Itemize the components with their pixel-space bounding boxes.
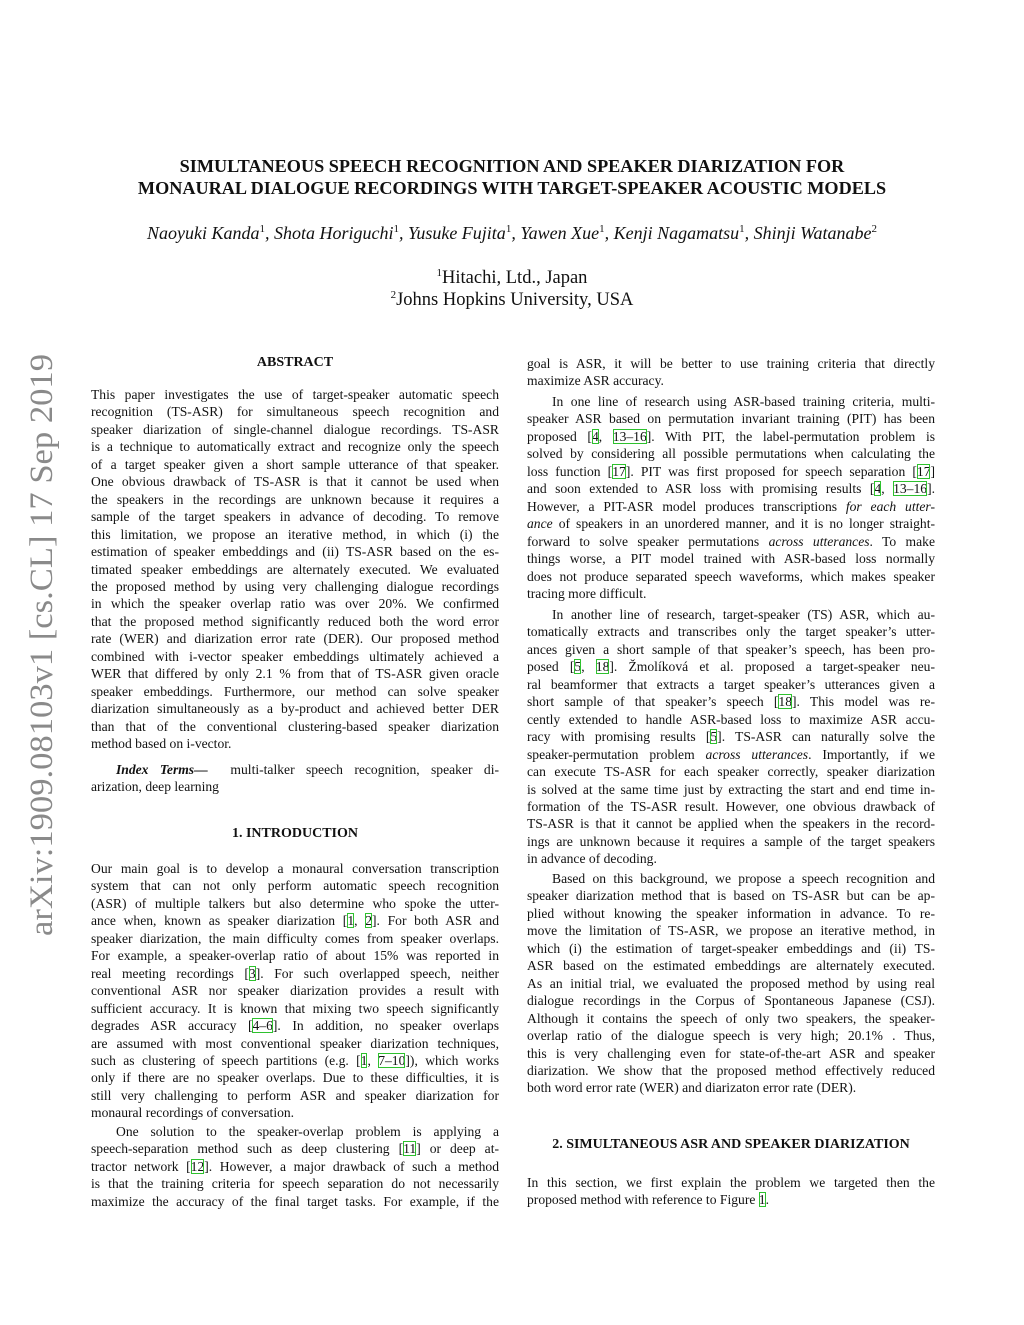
text-line: plied without knowing the speaker information in advance. To re- [527, 905, 935, 921]
affiliation-name: Hitachi, Ltd., Japan [442, 268, 588, 288]
text-line: in advance of decoding. [527, 851, 657, 867]
text-line: ings are unknown because it requires a sample of the target speakers [527, 833, 935, 849]
text-line: tractor network [12]. However, a major drawback of such a method [91, 1158, 499, 1174]
text-line: arization, deep learning [91, 779, 219, 795]
citation-link[interactable]: 5 [574, 659, 582, 675]
text-line: speaker diarization, the main difficulty comes from speaker overlaps. [91, 930, 499, 946]
text-line: sufficient accuracy. It is known that mixing two speech significantly [91, 1000, 499, 1016]
text-line: For example, a speaker-overlap ratio of about 15% was reported in [91, 948, 499, 964]
text-line: are assumed with most conventional speaker diarization techniques, [91, 1035, 499, 1051]
emphasis: across utterances [705, 746, 809, 762]
affiliation-2 [0, 289, 1024, 311]
text-line: speaker ASR based on permutation invariant training (PIT) has been [527, 411, 935, 427]
text-line: racy with promising results [5]. TS-ASR can naturally solve the [527, 729, 935, 745]
author-affiliation-mark: 1 [259, 223, 265, 235]
emphasis: ance [527, 516, 553, 532]
affiliation-number: 1 [436, 266, 443, 279]
text-line: In this section, we first explain the problem we targeted then the [527, 1175, 935, 1190]
author-affiliation-mark: 2 [871, 223, 878, 235]
index-terms-label: Index Terms— [116, 762, 208, 777]
citation-link[interactable]: 4 [874, 481, 882, 497]
citation-link[interactable]: 13–16 [612, 428, 647, 444]
text-line: cently extended to handle ASR-based loss to maximize ASR accu- [527, 711, 935, 727]
text-line: ance of speakers in an unordered manner, and it is no longer straight- [527, 516, 935, 532]
text-line: combined with i-vector speaker embeddings ultimately achieved a [91, 648, 499, 664]
emphasis: for each utter- [845, 498, 935, 514]
text-line: WER that differed by only 2.1 % from that of TS-ASR given oracle [91, 666, 499, 682]
text-line: tracing more difficult. [527, 585, 647, 601]
author-name: Yusuke Fujita [407, 223, 506, 243]
text-line: Index Terms— multi-talker speech recognition, speaker di- [116, 762, 499, 777]
text-line: tomatically extracts and transcribes only the target speaker’s utter- [527, 624, 935, 640]
citation-link[interactable]: 13–16 [893, 481, 928, 497]
text-line: speaker-permutation problem across utterances. Importantly, if we [527, 746, 935, 762]
text-line: is a technique to automatically extract and recognize only the speech [91, 439, 499, 455]
text-line: proposed [4, 13–16]. With PIT, the label-permutation problem is [527, 428, 936, 444]
author-name: Shota Horiguchi [273, 223, 394, 243]
text-line: speaker embeddings. Furthermore, our method can solve speaker [91, 683, 499, 699]
text-line: monaural recordings of conversation. [91, 1105, 295, 1121]
text-line: formation of the TS-ASR result. However, one obvious drawback of [527, 798, 935, 814]
text-line: both word error rate (WER) and diarizaton error rate (DER). [527, 1080, 857, 1096]
text-line: maximize ASR accuracy. [527, 373, 664, 389]
text-line: such as clustering of speech partitions (e.g. [1, 7–10]), which works [91, 1052, 499, 1068]
text-line: As an initial trial, we evaluated the proposed method by using real [527, 975, 935, 991]
text-line: can execute TS-ASR for each speaker correctly, speaker diarization [527, 764, 935, 780]
text-line: dialogue recordings in the Corpus of Spontaneous Japanese (CSJ). [527, 993, 935, 1009]
citation-link[interactable]: 17 [916, 463, 931, 479]
text-line: degrades ASR accuracy [4–6]. In addition, no speaker overlaps [91, 1018, 499, 1034]
text-line: ral beamformer that extracts a target speaker’s utterances given a [527, 676, 935, 692]
text-line: proposed method with reference to Figure 1. [527, 1192, 769, 1208]
text-line: ances given a short sample of that speaker’s speech, has been pro- [527, 641, 935, 657]
affiliation-1 [0, 267, 1024, 289]
text-line: timated speaker embeddings are alternately executed. We evaluated [91, 561, 499, 577]
text-line: short sample of that speaker’s speech [18]. This model was re- [527, 694, 935, 710]
citation-link[interactable]: 4 [591, 428, 599, 444]
text-line: system that can not only perform automatic speech recognition [91, 878, 499, 894]
text-line: and soon extended to ASR loss with promising results [4, 13–16]. [527, 481, 935, 497]
text-line: goal is ASR, it will be better to use training criteria that directly [527, 356, 935, 371]
emphasis: across utterances [768, 533, 870, 549]
citation-link[interactable]: 2 [365, 913, 372, 929]
text-line: rate (WER) and diarization error rate (DER). Our proposed method [91, 631, 499, 647]
author-affiliation-mark: 1 [739, 223, 745, 235]
citation-link[interactable]: 3 [248, 965, 256, 981]
text-line: still very challenging to perform ASR and speaker diarization for [91, 1087, 499, 1103]
author-affiliation-mark: 1 [505, 223, 512, 235]
text-line: posed [5, 18]. Žmolíková et al. proposed a target-speaker neu- [527, 659, 935, 675]
text-line: of a target speaker given a short sample utterance of that speaker. [91, 456, 499, 472]
affiliation-name: Johns Hopkins University, USA [396, 290, 634, 310]
citation-link[interactable]: 17 [612, 463, 626, 479]
citation-link[interactable]: 18 [595, 659, 610, 675]
text-line: speaker diarization of single-channel dialogue recordings. TS-ASR [91, 421, 499, 437]
citation-link[interactable]: 12 [190, 1158, 205, 1174]
text-line: maximize the accuracy of the final target tasks. For example, if the [91, 1193, 499, 1209]
text-line: TS-ASR is that it cannot be applied when the speakers in the record- [527, 816, 935, 832]
text-line: loss function [17]. PIT was first proposed for speech separation [17] [527, 463, 936, 479]
text-line: solved by considering all possible permutations when calculating the [527, 446, 935, 462]
text-line: sample of the target speakers in advance of decoding. To remove [91, 509, 499, 525]
citation-link[interactable]: 1 [360, 1052, 368, 1068]
paper-title-line-2: MONAURAL DIALOGUE RECORDINGS WITH TARGET-SPEAKER ACOUSTIC MODELS [137, 178, 887, 198]
affiliation-number: 2 [390, 288, 397, 301]
arxiv-identifier-sidebar [18, 352, 62, 940]
author-list: Naoyuki Kanda$^1$, Shota Horiguchi$^1$, Yusuke Fujita$^1$, Yawen Xue$^1$, Kenji Nagamatsu$^1$, Shinji Watanabe$^2$ [146, 223, 878, 243]
section-2-heading: 2. SIMULTANEOUS ASR AND SPEAKER DIARIZATION [552, 1137, 910, 1152]
text-line: diarization simultaneously as a by-product and achieved better DER [91, 701, 499, 717]
text-line: speaker diarization method that is based on TS-ASR but can be ap- [527, 888, 935, 904]
citation-link[interactable]: 7–10 [378, 1052, 406, 1068]
citation-link[interactable]: 4–6 [252, 1018, 273, 1034]
text-line: that the proposed method significantly reduced both the word error [91, 613, 499, 629]
text-line: in which the speaker overlap ratio was over 20%. We confirmed [91, 596, 499, 612]
arxiv-id: arXiv:1909.08103v1 [cs.CL] 17 Sep 2019 [24, 380, 60, 936]
author-affiliation-mark: 1 [393, 223, 399, 235]
text-line: only if there are no speaker overlaps. Due to these difficulties, it is [91, 1070, 499, 1086]
text-line: is solved at the same time just by extracting the start and end time in- [527, 781, 935, 797]
author-affiliation-mark: 1 [599, 223, 605, 235]
text-line: recognition (TS-ASR) for simultaneous speech recognition and [91, 404, 499, 420]
text-line: Our main goal is to develop a monaural conversation transcription [91, 861, 499, 876]
text-line: ance when, known as speaker diarization [1, 2]. For both ASR and [91, 913, 499, 929]
text-line: This paper investigates the use of target-speaker automatic speech [91, 387, 499, 402]
text-line: the speakers in the recordings are unknown because it requires a [91, 491, 499, 507]
author-name: Kenji Nagamatsu [613, 223, 740, 243]
text-line: does not produce separated speech waveforms, which makes speaker [527, 568, 935, 584]
text-line: Based on this background, we propose a speech recognition and [552, 871, 935, 886]
abstract-heading: ABSTRACT [256, 355, 334, 370]
text-line: speech-separation method such as deep clustering [11] or deep at- [91, 1141, 499, 1157]
text-line: In another line of research, target-speaker (TS) ASR, which au- [552, 607, 935, 622]
text-line: is that the training criteria for speech separation do not necessarily [91, 1176, 499, 1192]
text-line: Although it contains the speech of only two speakers, the speaker- [527, 1010, 935, 1026]
text-line: than that of the conventional clustering-based speaker diarization [91, 718, 499, 734]
text-line: (ASR) of multiple talkers but also determine who spoke the utter- [91, 895, 499, 911]
citation-link[interactable]: 1 [347, 913, 355, 929]
text-line: One solution to the speaker-overlap problem is applying a [116, 1124, 499, 1139]
citation-link[interactable]: 11 [403, 1141, 417, 1157]
author-name: Yawen Xue [520, 223, 600, 243]
text-line: One obvious drawback of TS-ASR is that it cannot be used when [91, 474, 499, 490]
text-line: method based on i-vector. [91, 736, 232, 751]
text-line: this limitation, we propose an iterative method, in which (i) the [91, 526, 499, 542]
text-line: this is very challenging even for state-of-the-art ASR and speaker [527, 1045, 935, 1061]
text-line: forward to solve speaker permutations across utterances. To make [527, 533, 935, 549]
text-line: the proposed method by using very challenging dialogue recordings [91, 578, 499, 594]
text-line: move the limitation of TS-ASR, we propose an iterative method, in [527, 923, 935, 939]
introduction-heading: 1. INTRODUCTION [231, 826, 358, 841]
text-line: ASR based on the estimated embeddings are alternately executed. [527, 958, 935, 974]
citation-link[interactable]: 5 [710, 729, 718, 745]
text-line: things worse, a PIT model trained with ASR-based loss normally [527, 551, 935, 567]
text-line: However, a PIT-ASR model produces transcriptions for each utter- [527, 498, 935, 514]
text-line: In one line of research using ASR-based training criteria, multi- [552, 394, 935, 409]
author-name: Naoyuki Kanda [146, 223, 260, 243]
text-line: estimation of speaker embeddings and (ii) TS-ASR based on the es- [91, 544, 499, 560]
citation-link[interactable]: 18 [778, 694, 792, 710]
text-line: which (i) the estimation of target-speaker embeddings and (ii) TS- [527, 940, 935, 956]
text-line: overlap ratio of the dialogue speech is very high; 20.1% . Thus, [527, 1028, 935, 1044]
text-line: real meeting recordings [3]. For such overlapped speech, neither [91, 965, 499, 981]
text-line: conventional ASR nor speaker diarization provides a result with [91, 983, 499, 999]
paper-title-line-1: SIMULTANEOUS SPEECH RECOGNITION AND SPEAKER DIARIZATION FOR [179, 156, 845, 176]
author-name: Shinji Watanabe [753, 223, 872, 243]
text-line: diarization. We show that the proposed method effectively reduced [527, 1062, 935, 1078]
figure-link[interactable]: 1 [758, 1192, 766, 1208]
